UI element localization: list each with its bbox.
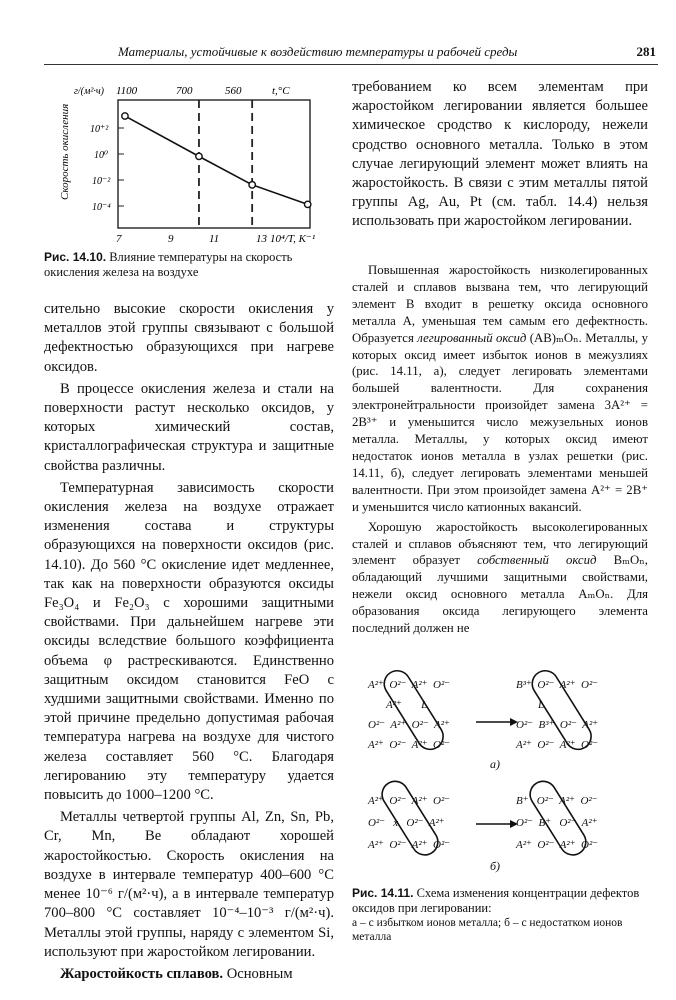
top-tick-700: 700	[176, 85, 193, 97]
b-right-row-2: O²⁻ B⁺ O²⁻ A²⁺	[516, 817, 598, 829]
a-right-row-4: A²⁺ O²⁻ A²⁺ O²⁻	[516, 739, 599, 751]
a-right-row-3: O²⁻ B³⁺ O²⁻ A²⁺	[516, 719, 599, 731]
y-axis-label: Скорость окисления	[59, 103, 71, 200]
data-point-3	[249, 182, 255, 188]
left-paragraph-3: Температурная зависимость скорости окисления железа на воздухе отражает изменения состава и структуры образующихся на поверхности оксидов (рис. 14.10). До 560 °С окисление идет медленнее, так как на поверхности образуются оксиды Fe₃O₄ и Fe₂O₃ с хорошими защитными свойствами. При дальнейшем нагреве эти оксиды вследствие большого коэффициента объема φ растрескиваются. Единственно защитным оксидом становится FeO с худшими защитными свойствами. Именно по этой причине предельно допустимая рабочая температура нагрева на воздухе для чистого железа составляет 560 °С. Благодаря легированию эту температуру удается повысить до 1000–1200 °С.	[44, 479, 334, 804]
top-tick-1100: 1100	[116, 85, 138, 97]
x-tick-11: 11	[209, 233, 220, 245]
data-series	[122, 113, 311, 208]
left-paragraph-4: Металлы четвертой группы Al, Zn, Sn, Pb, Cr, Mn, Be обладают хорошей жаростойкостью. Скорость окисления на воздухе в интервале температур 400–600 °С менее 10⁻⁶ г/(м²·ч), а в интервале температур 700–800 °С составляет 10⁻⁴–10⁻³ г/(м²·ч). Металлы этой группы, наряду с элементом Si, используют при жаростойком легировании.	[44, 809, 334, 960]
left-column	[44, 300, 334, 984]
section-heading: Жаростойкость сплавов.	[60, 965, 224, 982]
data-point-2	[196, 153, 202, 159]
figure-14-11-diagram	[352, 664, 648, 878]
header-rule	[44, 64, 658, 65]
right-column-body	[352, 262, 648, 637]
caption-text: Влияние температуры на скорость окисления железа на воздухе	[44, 250, 293, 279]
dashed-lines	[199, 100, 252, 228]
right-column-top	[352, 78, 648, 232]
y-axis-unit: г/(м²·ч)	[74, 86, 104, 97]
figure-14-11-caption	[352, 886, 648, 944]
b-left-row-2: O²⁻ x O²⁻ A²⁺	[368, 817, 445, 829]
caption-label-2: Рис. 14.11.	[352, 886, 414, 900]
figure-14-10-chart	[44, 82, 334, 248]
b-left-row-3: A²⁺ O²⁻ A²⁺ O²⁻	[368, 839, 451, 851]
data-point-1	[122, 113, 128, 119]
x-tick-9: 9	[168, 233, 174, 245]
y-ticks	[118, 128, 124, 206]
y-tick-1e-2: 10⁻²	[92, 176, 111, 187]
caption-label: Рис. 14.10.	[44, 250, 107, 264]
b-left-row-1: A²⁺ O²⁻ A²⁺ O²⁻	[368, 795, 451, 807]
left-paragraph-1: сительно высокие скорости окисления у металлов этой группы связывают с большой дефектностью образующихся при нагреве оксидов.	[44, 301, 334, 375]
a-left-row-1: A²⁺ O²⁻ A²⁺ O²⁻	[368, 679, 451, 691]
section-start: Основным	[223, 965, 293, 982]
figure-14-10-caption	[44, 250, 334, 280]
panel-a-label: а)	[490, 757, 500, 771]
running-header	[118, 44, 656, 60]
x-tick-13: 13	[256, 233, 267, 245]
y-tick-1e0: 10⁰	[94, 150, 109, 161]
right-paragraph-3: Хорошую жаростойкость высоколегированных сталей и сплавов объясняют тем, что легирующий элемент образует собственный оксид BₘOₙ, обладающий лучшими защитными свойствами, нежели оксид основного металла AₘOₙ. Для образования оксида легирующего элемента последний должен не	[352, 519, 648, 636]
left-paragraph-2: В процессе окисления железа и стали на поверхности растут несколько оксидов, у которых химический состав, кристаллографическая структура и защитные свойства различны.	[44, 380, 334, 474]
x-axis-unit: 10⁴/T, K⁻¹	[270, 233, 316, 245]
left-paragraph-5	[44, 965, 334, 984]
term-alloyed-oxide: легированный оксид	[417, 330, 527, 345]
y-tick-1e2: 10⁺²	[90, 124, 109, 135]
y-tick-1e-4: 10⁻⁴	[92, 202, 111, 213]
a-right-row-1: B³⁺ O²⁻ A²⁺ O²⁻	[516, 679, 599, 691]
data-point-4	[304, 201, 310, 207]
page-number: 281	[636, 44, 656, 59]
top-tick-560: 560	[225, 85, 242, 97]
term-own-oxide: собственный оксид	[477, 553, 597, 568]
b-right-row-1: B⁺ O²⁻ A²⁺ O²⁻	[516, 795, 598, 807]
a-left-row-4: A²⁺ O²⁻ A²⁺ O²⁻	[368, 739, 451, 751]
right-paragraph-2: Повышенная жаростойкость низколегированных сталей и сплавов вызвана тем, что легирующий элемент В входит в решетку оксида основного металла А, уменьшая тем самым его дефектность. Образуется легированный оксид (AB)ₘOₙ. Металлы, у которых оксид имеет избыток ионов в межузлиях (рис. 14.11, а), следует легировать элементами большей валентности. Для сохранения электронейтральности произойдет замена 3A²⁺ = 2B³⁺ и уменьшится число межузельных ионов металла. Металлы, у которых оксид имеют недостаток ионов металла в узлах решетки (рис. 14.11, б), следует легировать элементами меньшей валентности. При этом произойдет замена A²⁺ = 2B⁺ и уменьшится число катионных вакансий.	[352, 263, 648, 514]
running-title: Материалы, устойчивые к воздействию температуры и рабочей среды	[118, 44, 518, 59]
caption-sub-2: а – с избытком ионов металла; б – с недостатком ионов металла	[352, 917, 623, 943]
top-axis-unit: t,°C	[272, 85, 290, 97]
a-left-row-2: A²⁺ L	[386, 699, 428, 711]
series-line	[125, 116, 308, 204]
a-left-row-3: O²⁻ A²⁺ O²⁻ A²⁺	[368, 719, 450, 731]
right-paragraph-1: требованием ко всем элементам при жаростойком легировании является большее химическое сродство к кислороду, нежели сродство основного металла. Только в этом случае легирующий элемент может влиять на жаростойкость. В связи с этим металлы пятой группы Ag, Au, Pt (см. табл. 14.4) нельзя использовать при жаростойком легировании.	[352, 79, 648, 230]
panel-b-label: б)	[490, 859, 501, 873]
x-tick-7: 7	[116, 233, 122, 245]
caption-text-2: Схема изменения концентрации дефектов оксидов при легировании:	[352, 886, 640, 915]
b-right-row-3: A²⁺ O²⁻ A²⁺ O²⁻	[516, 839, 599, 851]
a-right-row-2: L	[538, 699, 545, 711]
